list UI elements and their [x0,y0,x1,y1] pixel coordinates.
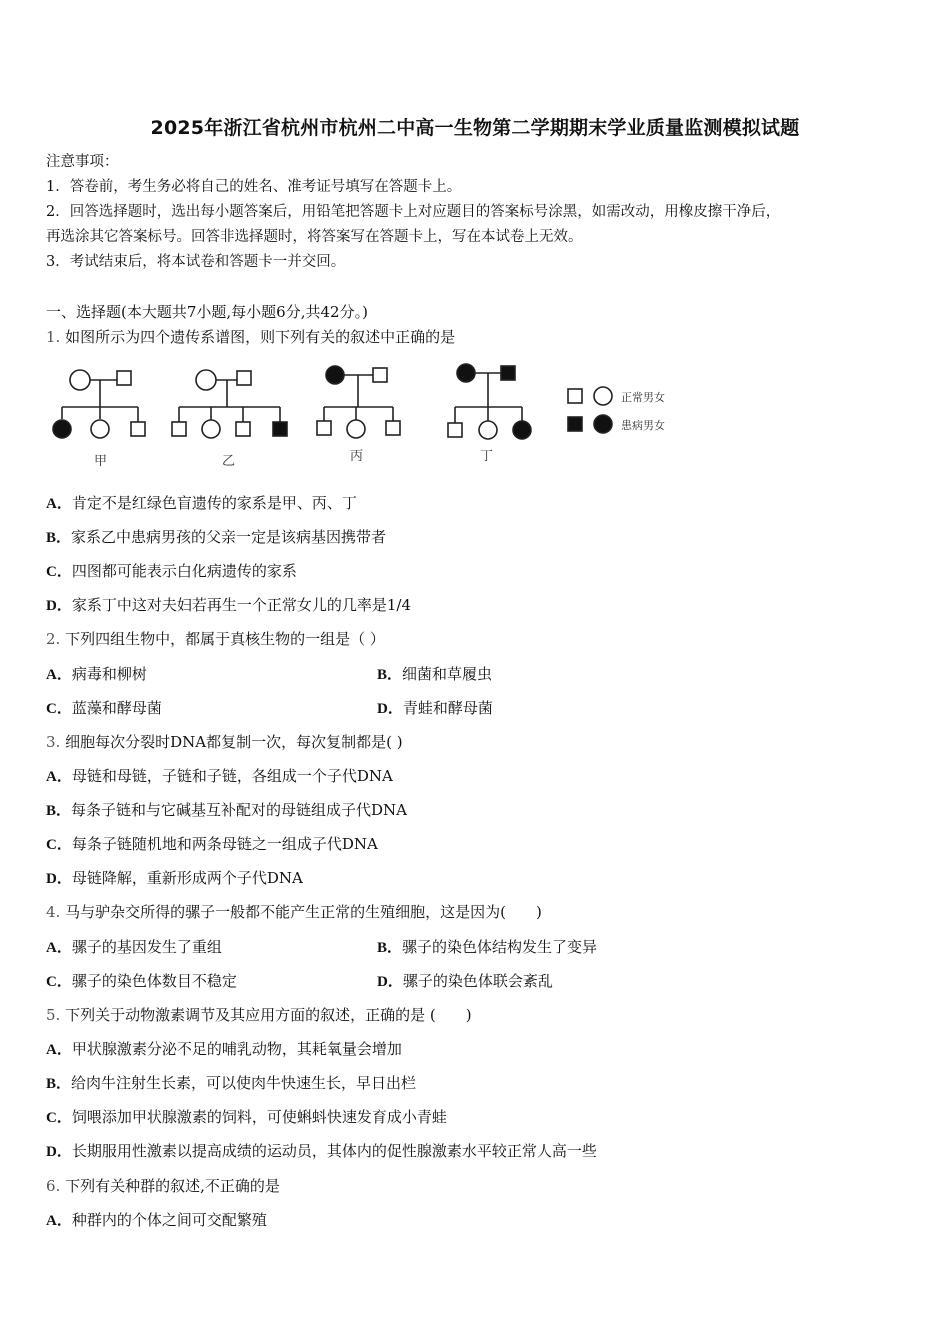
pedigree-yi [172,370,287,438]
option: D．家系丁中这对夫妇若再生一个正常女儿的几率是1/4 [46,596,411,614]
option: A．种群内的个体之间可交配繁殖 [46,1211,267,1229]
option: B．给肉牛注射生长素，可以使肉牛快速生长，早日出栏 [46,1074,417,1092]
legend-affected-label: 患病男女 [621,419,665,432]
notes-item: 1．答卷前，考生务必将自己的姓名、准考证号填写在答题卡上。 [46,179,462,195]
option: A．病毒和柳树 [46,665,147,683]
option: B．每条子链和与它碱基互补配对的母链组成子代DNA [46,801,408,819]
question-number: 2. [46,630,61,648]
option: A．甲状腺激素分泌不足的哺乳动物，其耗氧量会增加 [46,1040,402,1058]
option: D．骡子的染色体联会紊乱 [377,972,553,990]
pedigree-legend [568,387,612,433]
option: B．骡子的染色体结构发生了变异 [377,938,598,956]
pedigree-label-ding: 丁 [480,449,494,464]
question-1-stem [46,327,455,347]
question-text: 下列四组生物中，都属于真核生物的一组是（ ） [65,630,385,648]
pedigree-bing [317,366,400,438]
question-number: 1. [46,328,61,346]
question-number: 3. [46,733,61,751]
question-number: 5. [46,1006,61,1024]
notes-item: 再选涂其它答案标号。回答非选择题时，将答案写在答题卡上，写在本试卷上无效。 [46,229,583,245]
question-text: 如图所示为四个遗传系谱图，则下列有关的叙述中正确的是 [65,328,456,346]
pedigree-ding [448,364,531,439]
question-text: 下列有关种群的叙述,不正确的是 [65,1177,280,1195]
option: A．肯定不是红绿色盲遗传的家系是甲、丙、丁 [46,494,357,512]
question-5-stem [46,1005,472,1025]
question-2-stem [46,629,385,649]
question-4-stem [46,902,542,922]
pedigree-jia [53,370,145,438]
option: A．骡子的基因发生了重组 [46,938,222,956]
pedigree-label-bing: 丙 [350,449,364,464]
option: D．母链降解，重新形成两个子代DNA [46,869,303,887]
page-title: 2025年浙江省杭州市杭州二中高一生物第二学期期末学业质量监测模拟试题 [150,117,800,139]
notes-item: 2．回答选择题时，选出每小题答案后，用铅笔把答题卡上对应题目的答案标号涂黑，如需改动，用橡皮擦干净后， [46,204,781,220]
question-number: 6. [46,1177,61,1195]
option: C．骡子的染色体数目不稳定 [46,972,237,990]
pedigree-label-jia: 甲 [94,454,108,469]
option: C．蓝藻和酵母菌 [46,699,162,717]
option: D．长期服用性激素以提高成绩的运动员，其体内的促性腺激素水平较正常人高一些 [46,1142,597,1160]
question-text: 细胞每次分裂时DNA都复制一次，每次复制都是( ) [65,733,403,751]
question-6-stem [46,1176,280,1196]
question-text: 马与驴杂交所得的骡子一般都不能产生正常的生殖细胞，这是因为( ) [65,903,542,921]
question-3-stem [46,732,403,752]
question-text: 下列关于动物激素调节及其应用方面的叙述，正确的是 ( ) [65,1006,472,1024]
option: A．母链和母链，子链和子链，各组成一个子代DNA [46,767,393,785]
section-heading: 一、选择题(本大题共7小题,每小题6分,共42分。) [46,303,368,321]
option: C．每条子链随机地和两条母链之一组成子代DNA [46,835,378,853]
option: C．四图都可能表示白化病遗传的家系 [46,562,297,580]
notes-heading: 注意事项： [46,154,119,170]
option: C．饲喂添加甲状腺激素的饲料，可使蝌蚪快速发育成小青蛙 [46,1108,447,1126]
option: D．青蛙和酵母菌 [377,699,493,717]
option: B．家系乙中患病男孩的父亲一定是该病基因携带者 [46,528,387,546]
pedigree-figure [46,357,686,472]
notes-item: 3．考试结束后，将本试卷和答题卡一并交回。 [46,254,346,270]
question-number: 4. [46,903,61,921]
option: B．细菌和草履虫 [377,665,493,683]
legend-normal-label: 正常男女 [621,391,665,404]
pedigree-label-yi: 乙 [222,454,236,469]
